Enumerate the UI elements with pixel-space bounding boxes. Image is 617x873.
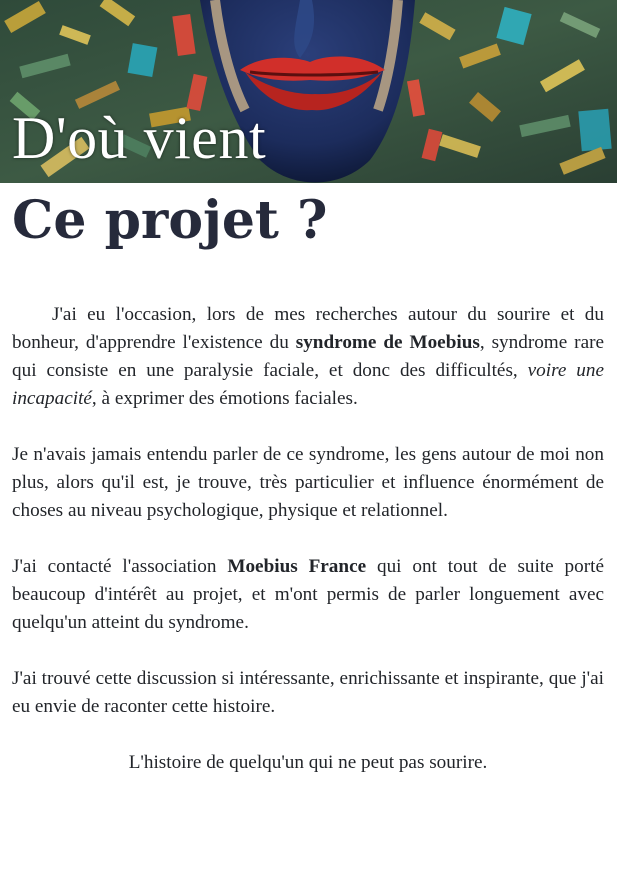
paragraph-association [12,553,604,637]
page-subtitle: Ce projet ? [12,190,328,251]
paragraph-discussion: J'ai trouvé cette discussion si intéressante, enrichissante et inspirante, que j'ai eu envie de raconter cette histoire. [12,668,604,717]
highlight-syndrome-name: syndrome de Moebius [295,332,480,353]
paragraph-intro [12,301,604,413]
paragraph-text: qui ont tout de suite porté beaucoup d'intérêt au projet, et m'ont permis de parler longuement avec quelqu'un atteint du syndrome. [12,556,604,633]
paragraph-never-heard: Je n'avais jamais entendu parler de ce syndrome, les gens autour de moi non plus, alors qu'il est, je trouve, très particulier et influence énormément de choses au niveau psychologique, physique et relationnel. [12,444,604,521]
highlight-association-name: Moebius France [227,556,367,577]
header-painting [0,0,617,183]
emphasis-incapacity: voire une incapacité [12,360,604,409]
paragraph-text: , syndrome rare qui consiste en une paralysie faciale, et donc des difficultés, [12,332,604,381]
paragraph-closing: L'histoire de quelqu'un qui ne peut pas sourire. [128,752,488,773]
paragraph-text: , à exprimer des émotions faciales. [91,388,358,409]
paragraph-text: J'ai eu l'occasion, lors de mes recherches autour du sourire et du bonheur, d'apprendre l'existence du [12,304,604,353]
article-body [12,301,604,805]
page-title: D'où vient [12,105,267,171]
paragraph-text: J'ai contacté l'association [12,556,228,577]
